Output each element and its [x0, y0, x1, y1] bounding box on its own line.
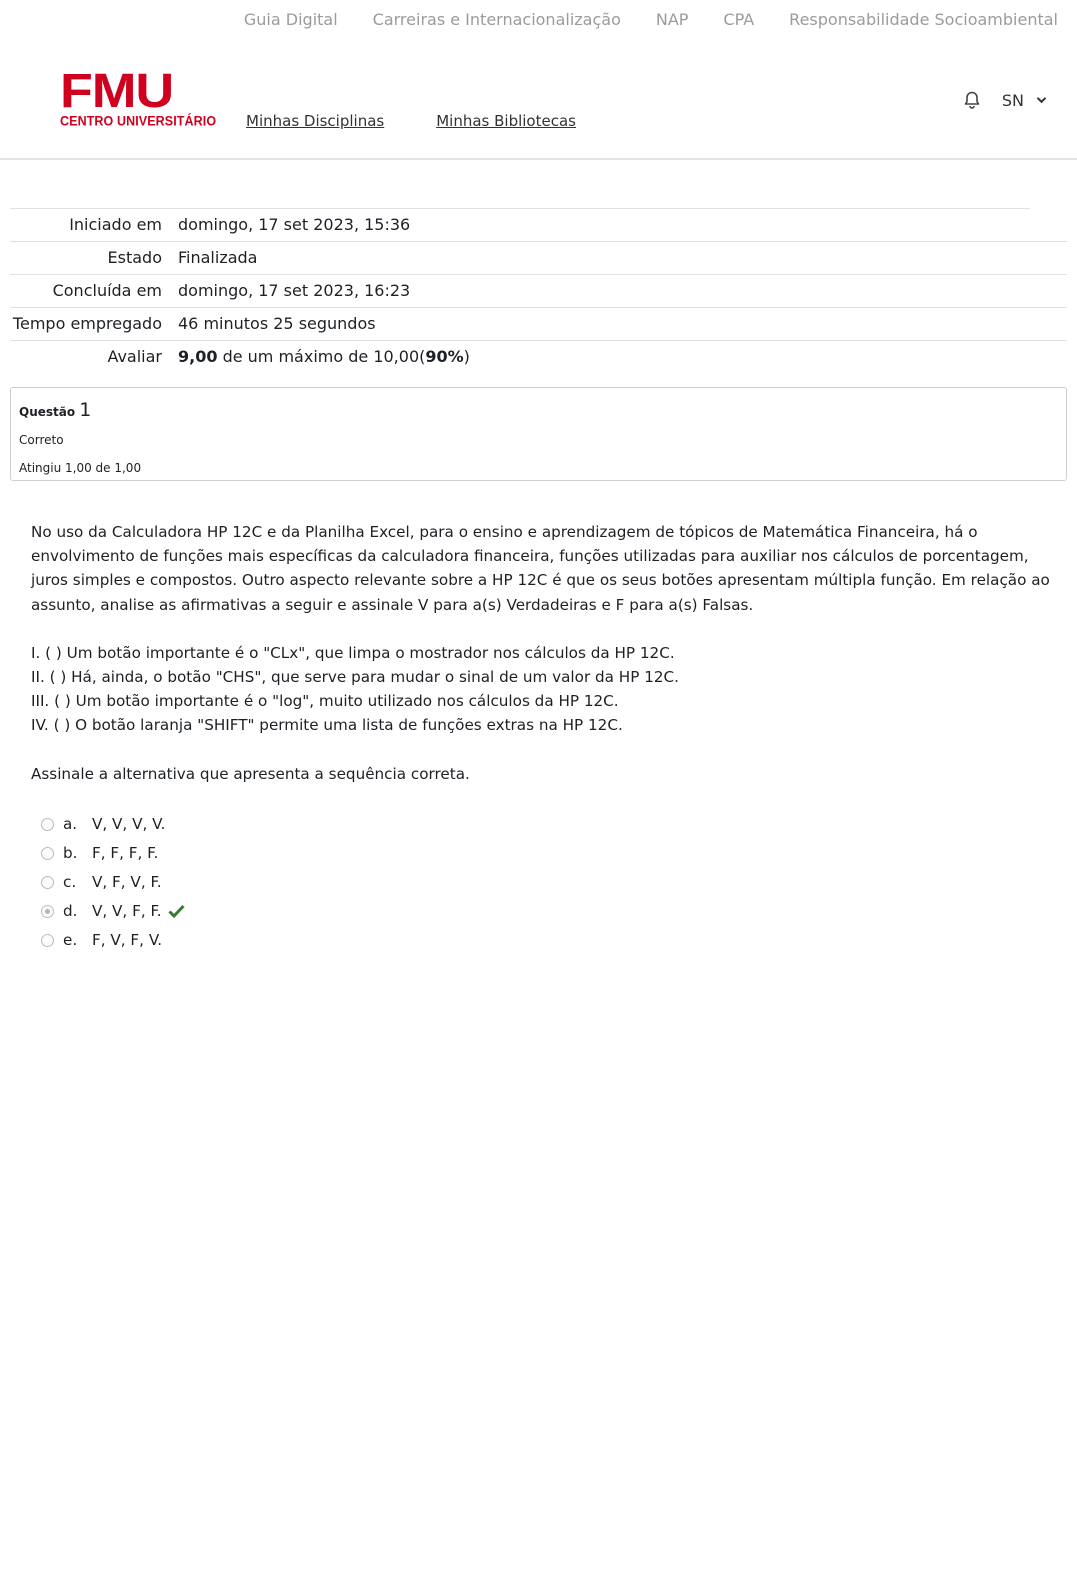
- top-link-cpa[interactable]: CPA: [723, 10, 755, 29]
- answer-letter: c.: [63, 873, 77, 892]
- question-number: [19, 396, 1058, 426]
- completed-label: Concluída em: [52, 281, 162, 300]
- grade-value: [162, 345, 470, 369]
- question-status: Correto: [19, 433, 64, 447]
- time-value: 46 minutos 25 segundos: [178, 314, 376, 333]
- check-icon: [168, 904, 185, 918]
- answer-letter: a.: [63, 815, 78, 834]
- question-info-box: [10, 387, 1067, 481]
- statement-4: IV. ( ) O botão laranja "SHIFT" permite uma lista de funções extras na HP 12C.: [31, 716, 623, 735]
- answer-option-c[interactable]: [31, 868, 1051, 897]
- grade-rest: de um máximo de 10,00(: [217, 347, 426, 366]
- question-mark: Atingiu 1,00 de 1,00: [19, 461, 142, 475]
- answer-text: F, V, F, V.: [92, 931, 163, 950]
- radio-button-selected[interactable]: [41, 905, 54, 918]
- time-label: Tempo empregado: [12, 314, 162, 333]
- summary-row-grade: [10, 340, 1067, 373]
- top-link-guia-digital[interactable]: Guia Digital: [243, 10, 338, 29]
- answer-option-a[interactable]: [31, 810, 1051, 839]
- question-label: Questão: [19, 405, 76, 419]
- top-link-nap[interactable]: NAP: [655, 10, 689, 29]
- question-prompt: Assinale a alternativa que apresenta a sequência correta.: [31, 764, 470, 783]
- grade-end: ): [463, 347, 470, 366]
- summary-row-completed: [10, 274, 1067, 307]
- grade-percent: 90%: [425, 347, 464, 366]
- radio-button[interactable]: [41, 876, 54, 889]
- top-links: [244, 10, 1058, 29]
- bell-icon[interactable]: [962, 90, 982, 110]
- summary-row-time: [10, 307, 1067, 340]
- user-initials[interactable]: SN: [1001, 90, 1024, 110]
- grade-label: Avaliar: [107, 347, 162, 366]
- summary-row-started: [10, 208, 1030, 241]
- user-area: [962, 90, 1047, 110]
- answer-letter: e.: [63, 931, 78, 950]
- chevron-down-icon[interactable]: [1036, 96, 1047, 104]
- question-statements: [31, 641, 1051, 738]
- top-link-carreiras[interactable]: Carreiras e Internacionalização: [372, 10, 621, 29]
- nav-minhas-bibliotecas[interactable]: Minhas Bibliotecas: [436, 112, 576, 130]
- attempt-summary: [10, 208, 1067, 373]
- answer-option-b[interactable]: [31, 839, 1051, 868]
- fmu-logo[interactable]: [60, 65, 217, 129]
- statement-1: I. ( ) Um botão importante é o "CLx", que limpa o mostrador nos cálculos da HP 12C.: [31, 643, 675, 662]
- answer-text: V, F, V, F.: [92, 873, 162, 892]
- statement-3: III. ( ) Um botão importante é o "log", muito utilizado nos cálculos da HP 12C.: [31, 692, 619, 711]
- top-link-responsabilidade[interactable]: Responsabilidade Socioambiental: [789, 10, 1058, 29]
- header: [0, 46, 1077, 160]
- grade-score: 9,00: [178, 347, 218, 366]
- answer-option-d[interactable]: [31, 897, 1051, 926]
- state-value: Finalizada: [178, 248, 258, 267]
- started-value: domingo, 17 set 2023, 15:36: [178, 215, 411, 234]
- completed-value: domingo, 17 set 2023, 16:23: [178, 281, 411, 300]
- question-content: [31, 520, 1051, 955]
- started-label: Iniciado em: [69, 215, 162, 234]
- logo-main-text: FMU: [60, 65, 174, 118]
- answer-text: V, V, V, V.: [92, 815, 166, 834]
- answer-option-e[interactable]: [31, 926, 1051, 955]
- summary-row-state: [10, 241, 1067, 274]
- state-label: Estado: [107, 248, 162, 267]
- answer-text: F, F, F, F.: [92, 844, 159, 863]
- answer-letter: d.: [63, 902, 78, 921]
- answer-text: V, V, F, F.: [92, 902, 162, 921]
- radio-button[interactable]: [41, 818, 54, 831]
- statement-2: II. ( ) Há, ainda, o botão "CHS", que serve para mudar o sinal de um valor da HP 12C.: [31, 668, 679, 687]
- answer-list: [31, 810, 1051, 955]
- nav-minhas-disciplinas[interactable]: Minhas Disciplinas: [246, 112, 385, 130]
- radio-button[interactable]: [41, 934, 54, 947]
- question-intro: No uso da Calculadora HP 12C e da Planilha Excel, para o ensino e aprendizagem de tópicos de Matemática Financeira, há o envolvimento de funções mais específicas da calculadora financeira, funções utilizadas para auxiliar nos cálculos de porcentagem, juros simples e compostos. Outro aspecto relevante sobre a HP 12C é que os seus botões apresentam múltipla função. Em relação ao assunto, analise as afirmativas a seguir e assinale V para a(s) Verdadeiras e F para a(s) Falsas.: [31, 523, 1050, 614]
- logo-sub-text: CENTRO UNIVERSITÁRIO: [60, 113, 217, 129]
- answer-letter: b.: [63, 844, 78, 863]
- question-number-value: 1: [79, 399, 92, 421]
- radio-button[interactable]: [41, 847, 54, 860]
- main-nav: [246, 112, 576, 130]
